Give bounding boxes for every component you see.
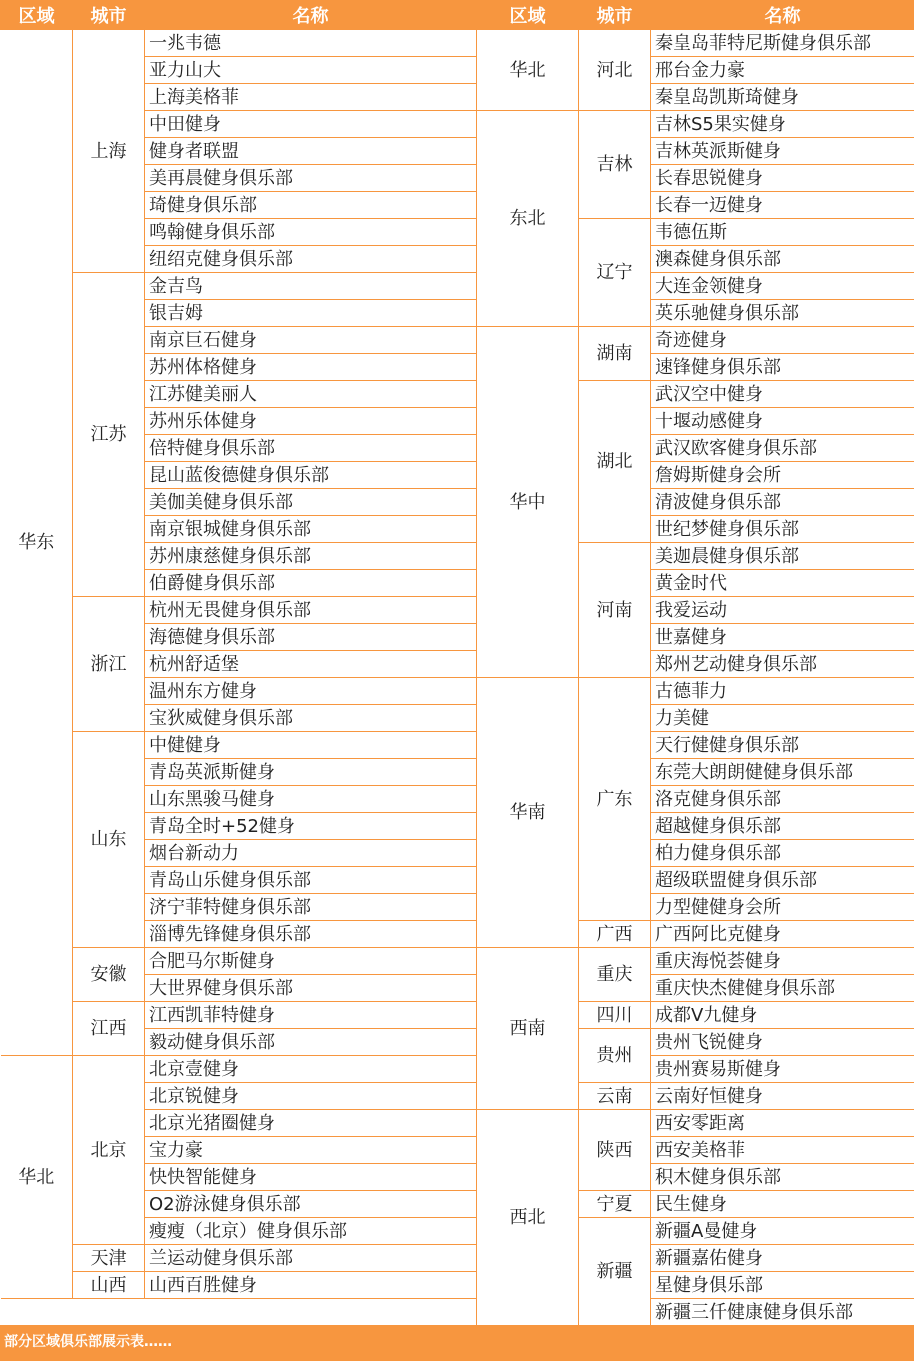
club-name-cell: 世纪梦健身俱乐部 (651, 516, 914, 543)
city-cell: 江西 (73, 1002, 145, 1056)
club-name-cell: 海德健身俱乐部 (145, 624, 477, 651)
club-name-cell: 银吉姆 (145, 300, 477, 327)
city-cell: 新疆 (579, 1218, 651, 1326)
club-name-cell: 琦健身俱乐部 (145, 192, 477, 219)
club-name-cell: 南京巨石健身 (145, 327, 477, 354)
city-cell: 安徽 (73, 948, 145, 1002)
table-row (1, 1245, 477, 1272)
club-name-cell: 苏州体格健身 (145, 354, 477, 381)
club-name-cell: 合肥马尔斯健身 (145, 948, 477, 975)
club-name-cell: 力型健健身会所 (651, 894, 914, 921)
footer-caption: 部分区域俱乐部展示表…… (0, 1325, 914, 1361)
city-cell: 天津 (73, 1245, 145, 1272)
club-name-cell: 美再晨健身俱乐部 (145, 165, 477, 192)
club-name-cell: 亚力山大 (145, 57, 477, 84)
club-name-cell: 毅动健身俱乐部 (145, 1029, 477, 1056)
region-cell: 华南 (477, 678, 579, 948)
club-name-cell: 黄金时代 (651, 570, 914, 597)
club-name-cell: 古德菲力 (651, 678, 914, 705)
club-name-cell: 倍特健身俱乐部 (145, 435, 477, 462)
city-cell: 重庆 (579, 948, 651, 1002)
club-name-cell: 我爱运动 (651, 597, 914, 624)
table-row (1, 732, 477, 759)
city-cell: 湖北 (579, 381, 651, 543)
table-row (477, 1110, 914, 1137)
club-name-cell: 北京光猪圈健身 (145, 1110, 477, 1137)
club-name-cell: 中健健身 (145, 732, 477, 759)
table-row (1, 948, 477, 975)
city-cell: 吉林 (579, 111, 651, 219)
club-name-cell: 江苏健美丽人 (145, 381, 477, 408)
club-name-cell: 詹姆斯健身会所 (651, 462, 914, 489)
club-name-cell: 广西阿比克健身 (651, 921, 914, 948)
club-name-cell: 武汉欧客健身俱乐部 (651, 435, 914, 462)
club-name-cell: 烟台新动力 (145, 840, 477, 867)
club-name-cell: 宝狄威健身俱乐部 (145, 705, 477, 732)
city-cell: 广东 (579, 678, 651, 921)
city-cell: 山东 (73, 732, 145, 948)
club-name-cell: 韦德伍斯 (651, 219, 914, 246)
region-header: 区域 (477, 1, 579, 30)
region-cell: 华东 (1, 30, 73, 1056)
club-name-cell: 重庆快杰健健身俱乐部 (651, 975, 914, 1002)
table-row (1, 30, 477, 57)
club-name-cell: 奇迹健身 (651, 327, 914, 354)
club-name-cell: 云南好恒健身 (651, 1083, 914, 1110)
club-name-cell: 贵州赛易斯健身 (651, 1056, 914, 1083)
club-name-cell: 长春一迈健身 (651, 192, 914, 219)
club-name-cell: 新疆A曼健身 (651, 1218, 914, 1245)
club-name-cell: 吉林S5果实健身 (651, 111, 914, 138)
club-name-cell: 青岛山乐健身俱乐部 (145, 867, 477, 894)
city-cell: 上海 (73, 30, 145, 273)
region-cell: 西北 (477, 1110, 579, 1326)
region-cell: 华北 (477, 30, 579, 111)
club-name-cell: 美伽美健身俱乐部 (145, 489, 477, 516)
club-name-cell: 伯爵健身俱乐部 (145, 570, 477, 597)
club-name-cell: 超级联盟健身俱乐部 (651, 867, 914, 894)
city-cell: 河北 (579, 30, 651, 111)
club-name-cell: 昆山蓝俊德健身俱乐部 (145, 462, 477, 489)
city-cell: 江苏 (73, 273, 145, 597)
club-name-cell: 宝力豪 (145, 1137, 477, 1164)
club-name-cell: 快快智能健身 (145, 1164, 477, 1191)
club-name-cell: 力美健 (651, 705, 914, 732)
region-cell: 华北 (1, 1056, 73, 1299)
name-header: 名称 (651, 1, 914, 30)
club-name-cell: 杭州舒适堡 (145, 651, 477, 678)
club-name-cell: 超越健身俱乐部 (651, 813, 914, 840)
table-row (1, 1002, 477, 1029)
region-cell: 东北 (477, 111, 579, 327)
club-name-cell: 杭州无畏健身俱乐部 (145, 597, 477, 624)
club-name-cell: 鸣翰健身俱乐部 (145, 219, 477, 246)
club-name-cell: 长春思锐健身 (651, 165, 914, 192)
city-cell: 云南 (579, 1083, 651, 1110)
club-name-cell: 温州东方健身 (145, 678, 477, 705)
club-name-cell: 北京锐健身 (145, 1083, 477, 1110)
club-name-cell: 秦皇岛菲特尼斯健身俱乐部 (651, 30, 914, 57)
club-name-cell: 清波健身俱乐部 (651, 489, 914, 516)
club-name-cell: 速锋健身俱乐部 (651, 354, 914, 381)
club-name-cell: 澳森健身俱乐部 (651, 246, 914, 273)
club-name-cell: 苏州乐体健身 (145, 408, 477, 435)
city-cell: 广西 (579, 921, 651, 948)
table-row (1, 1056, 477, 1083)
club-name-cell: 济宁菲特健身俱乐部 (145, 894, 477, 921)
club-name-cell: 新疆三仟健康健身俱乐部 (651, 1299, 914, 1326)
club-name-cell: 一兆韦德 (145, 30, 477, 57)
city-cell: 贵州 (579, 1029, 651, 1083)
right-club-table (476, 0, 914, 1326)
club-name-cell: 山东黑骏马健身 (145, 786, 477, 813)
club-name-cell: 世嘉健身 (651, 624, 914, 651)
club-name-cell: 苏州康慈健身俱乐部 (145, 543, 477, 570)
club-name-cell: 邢台金力豪 (651, 57, 914, 84)
club-name-cell: 英乐驰健身俱乐部 (651, 300, 914, 327)
city-header: 城市 (73, 1, 145, 30)
table-row (1, 273, 477, 300)
club-name-cell: 江西凯菲特健身 (145, 1002, 477, 1029)
table-row (477, 327, 914, 354)
club-name-cell: 美迦晨健身俱乐部 (651, 543, 914, 570)
club-name-cell: 青岛全时+52健身 (145, 813, 477, 840)
club-name-cell: 十堰动感健身 (651, 408, 914, 435)
club-name-cell: 青岛英派斯健身 (145, 759, 477, 786)
table-row (1, 597, 477, 624)
club-name-cell: 淄博先锋健身俱乐部 (145, 921, 477, 948)
club-name-cell: 新疆嘉佑健身 (651, 1245, 914, 1272)
club-name-cell: 瘦瘦（北京）健身俱乐部 (145, 1218, 477, 1245)
club-name-cell: O2游泳健身俱乐部 (145, 1191, 477, 1218)
region-cell: 华中 (477, 327, 579, 678)
club-name-cell: 大连金领健身 (651, 273, 914, 300)
club-name-cell: 西安零距离 (651, 1110, 914, 1137)
club-name-cell: 兰运动健身俱乐部 (145, 1245, 477, 1272)
region-header: 区域 (1, 1, 73, 30)
club-name-cell: 天行健健身俱乐部 (651, 732, 914, 759)
region-cell: 西南 (477, 948, 579, 1110)
city-cell: 湖南 (579, 327, 651, 381)
city-cell: 北京 (73, 1056, 145, 1245)
club-name-cell: 洛克健身俱乐部 (651, 786, 914, 813)
club-name-cell: 重庆海悦荟健身 (651, 948, 914, 975)
table-row (477, 30, 914, 57)
club-name-cell: 武汉空中健身 (651, 381, 914, 408)
club-name-cell: 柏力健身俱乐部 (651, 840, 914, 867)
city-cell: 山西 (73, 1272, 145, 1299)
table-row (477, 678, 914, 705)
club-name-cell: 金吉鸟 (145, 273, 477, 300)
club-name-cell: 成都V九健身 (651, 1002, 914, 1029)
city-cell: 四川 (579, 1002, 651, 1029)
club-name-cell: 民生健身 (651, 1191, 914, 1218)
club-name-cell: 贵州飞锐健身 (651, 1029, 914, 1056)
city-cell: 浙江 (73, 597, 145, 732)
club-name-cell: 上海美格菲 (145, 84, 477, 111)
header-row (1, 1, 477, 30)
club-name-cell: 吉林英派斯健身 (651, 138, 914, 165)
table-row (477, 948, 914, 975)
club-name-cell: 西安美格菲 (651, 1137, 914, 1164)
table-row (477, 111, 914, 138)
club-name-cell: 积木健身俱乐部 (651, 1164, 914, 1191)
name-header: 名称 (145, 1, 477, 30)
club-name-cell: 北京壹健身 (145, 1056, 477, 1083)
city-cell: 宁夏 (579, 1191, 651, 1218)
club-name-cell: 星健身俱乐部 (651, 1272, 914, 1299)
club-name-cell: 东莞大朗朗健健身俱乐部 (651, 759, 914, 786)
city-cell: 辽宁 (579, 219, 651, 327)
club-name-cell: 纽绍克健身俱乐部 (145, 246, 477, 273)
club-name-cell: 郑州艺动健身俱乐部 (651, 651, 914, 678)
club-name-cell: 山西百胜健身 (145, 1272, 477, 1299)
left-club-table (0, 0, 477, 1299)
club-name-cell: 健身者联盟 (145, 138, 477, 165)
city-cell: 河南 (579, 543, 651, 678)
club-name-cell: 中田健身 (145, 111, 477, 138)
club-name-cell: 秦皇岛凯斯琦健身 (651, 84, 914, 111)
club-name-cell: 南京银城健身俱乐部 (145, 516, 477, 543)
table-row (1, 1272, 477, 1299)
header-row (477, 1, 914, 30)
club-name-cell: 大世界健身俱乐部 (145, 975, 477, 1002)
city-cell: 陕西 (579, 1110, 651, 1191)
city-header: 城市 (579, 1, 651, 30)
